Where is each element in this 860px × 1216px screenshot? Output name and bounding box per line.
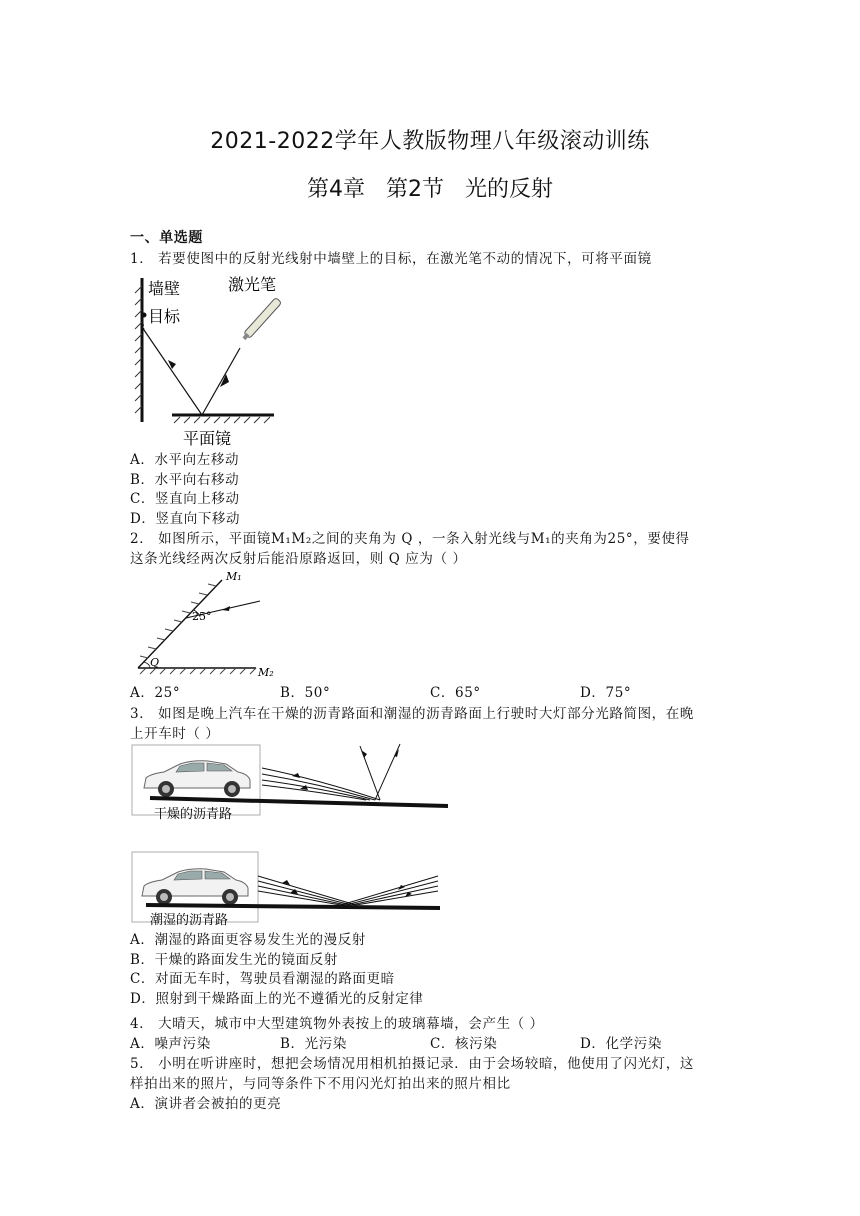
mirror-label: 平面镜 — [183, 429, 232, 448]
q3-stem-line2: 上开车时（ ） — [130, 726, 220, 742]
q3-option-b: B．干燥的路面发生光的镜面反射 — [130, 952, 338, 968]
q3-stem-line1: 3． 如图是晚上汽车在干燥的沥青路面和潮湿的沥青路面上行驶时大灯部分光路简图，在晚 — [130, 706, 694, 722]
q2-stem-line1: 2． 如图所示，平面镜M₁M₂之间的夹角为 Q ，一条入射光线与M₁的夹角为25°，要使得 — [130, 531, 690, 547]
laser-label: 激光笔 — [228, 275, 277, 294]
q3-dry-road-figure — [130, 740, 450, 820]
q2-option-d: D．75° — [580, 685, 632, 701]
q4-option-b: B．光污染 — [280, 1036, 347, 1052]
q3-wet-road-figure — [130, 850, 450, 930]
q1-figure — [128, 272, 288, 452]
q5-stem-line2: 样拍出来的照片，与同等条件下不用闪光灯拍出来的照片相比 — [130, 1076, 511, 1092]
q4-option-c: C．核污染 — [430, 1036, 498, 1052]
wall-label: 墙壁 — [148, 279, 181, 298]
q2-option-c: C．65° — [430, 685, 481, 701]
q1-stem: 1． 若要使图中的反射光线射中墙壁上的目标，在激光笔不动的情况下，可将平面镜 — [130, 251, 652, 267]
q2-option-a: A．25° — [130, 685, 181, 701]
m2-label: M₂ — [258, 666, 274, 679]
section-heading: 一、单选题 — [130, 230, 203, 246]
q3-option-c: C．对面无车时，驾驶员看潮湿的路面更暗 — [130, 971, 395, 987]
q-angle-label: Q — [150, 656, 160, 669]
q3-option-d: D．照射到干燥路面上的光不遵循光的反射定律 — [130, 991, 424, 1007]
q1-option-a: A．水平向左移动 — [130, 452, 240, 468]
q1-option-b: B．水平向右移动 — [130, 472, 240, 488]
q1-option-d: D．竖直向下移动 — [130, 511, 241, 527]
q5-option-a: A．演讲者会被拍的更亮 — [130, 1096, 282, 1112]
dry-road-label: 干燥的沥青路 — [154, 807, 233, 822]
q2-stem-line2: 这条光线经两次反射后能沿原路返回，则 Q 应为（ ） — [130, 551, 467, 567]
document-subtitle: 第4章 第2节 光的反射 — [307, 177, 553, 202]
document-title: 2021-2022学年人教版物理八年级滚动训练 — [210, 129, 650, 154]
target-label: 目标 — [148, 307, 181, 326]
angle-25-label: 25° — [192, 610, 212, 623]
q5-stem-line1: 5． 小明在听讲座时，想把会场情况用相机拍摄记录．由于会场较暗，他使用了闪光灯，这 — [130, 1056, 694, 1072]
q1-option-c: C．竖直向上移动 — [130, 491, 240, 507]
q4-option-d: D．化学污染 — [580, 1036, 662, 1052]
wet-road-label: 潮湿的沥青路 — [150, 913, 229, 928]
q2-figure — [130, 570, 280, 680]
q2-option-b: B．50° — [280, 685, 331, 701]
q4-stem: 4． 大晴天，城市中大型建筑物外表按上的玻璃幕墙，会产生（ ） — [130, 1016, 544, 1032]
q4-option-a: A．噪声污染 — [130, 1036, 211, 1052]
m1-label: M₁ — [226, 570, 242, 583]
q3-option-a: A．潮湿的路面更容易发生光的漫反射 — [130, 932, 366, 948]
